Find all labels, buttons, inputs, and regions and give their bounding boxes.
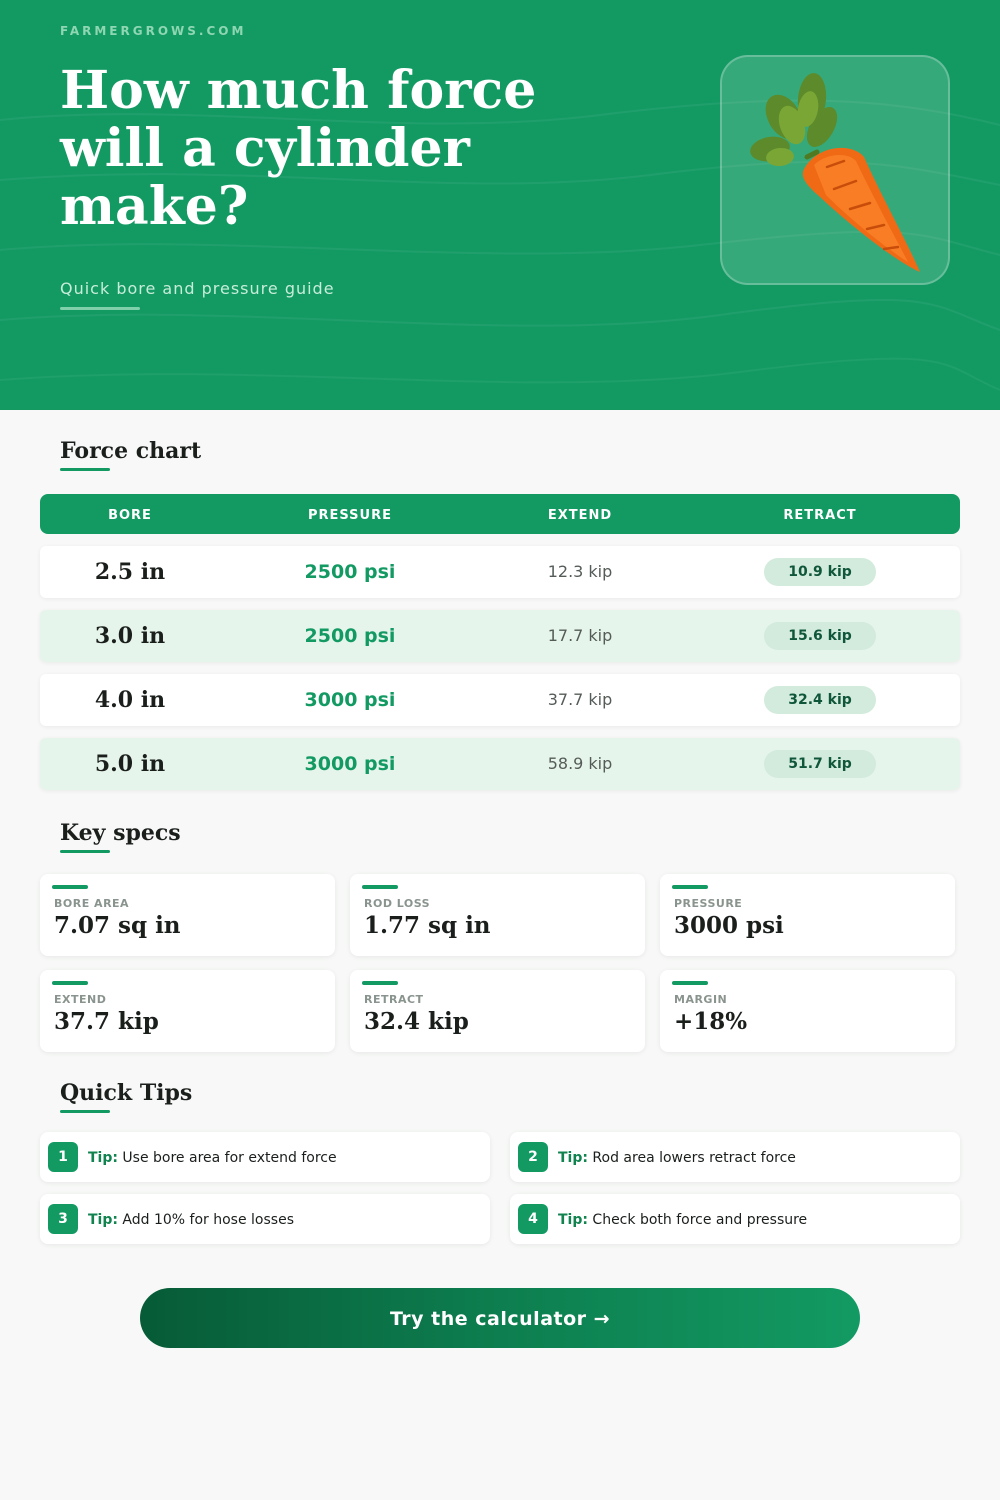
extend-cell: 17.7 kip <box>547 626 613 645</box>
tip-card <box>510 1194 960 1244</box>
extend-cell: 12.3 kip <box>547 562 613 581</box>
spec-label: BORE AREA <box>54 897 130 910</box>
tip-body: Check both force and pressure <box>592 1212 808 1228</box>
spec-value: +18% <box>674 1008 748 1035</box>
spec-value: 7.07 sq in <box>54 912 181 939</box>
subtitle-underline <box>60 307 140 310</box>
spec-accent-bar <box>672 885 708 889</box>
bore-cell: 2.5 in <box>94 559 166 585</box>
extend-cell: 58.9 kip <box>547 754 613 773</box>
spec-card-retract <box>350 970 645 1052</box>
tip-card <box>40 1194 490 1244</box>
spec-card-pressure <box>660 874 955 956</box>
column-header-extend: EXTEND <box>547 508 613 523</box>
tip-body: Use bore area for extend force <box>122 1150 337 1166</box>
tip-number-badge: 1 <box>48 1142 78 1172</box>
bore-cell: 4.0 in <box>94 687 166 713</box>
quick-tips-heading-bar <box>60 1110 110 1113</box>
table-row <box>40 674 960 726</box>
table-header <box>40 494 960 534</box>
force-chart-heading-bar <box>60 468 110 471</box>
tip-text <box>558 1194 807 1244</box>
spec-card-bore-area <box>40 874 335 956</box>
retract-badge: 15.6 kip <box>764 622 876 650</box>
tip-prefix: Tip: <box>88 1212 118 1228</box>
spec-card-margin <box>660 970 955 1052</box>
extend-cell: 37.7 kip <box>547 690 613 709</box>
spec-card-extend <box>40 970 335 1052</box>
pressure-cell: 2500 psi <box>304 561 396 583</box>
retract-badge: 32.4 kip <box>764 686 876 714</box>
tip-number-badge: 3 <box>48 1204 78 1234</box>
tip-prefix: Tip: <box>558 1212 588 1228</box>
tip-body: Add 10% for hose losses <box>122 1212 294 1228</box>
tip-number-badge: 2 <box>518 1142 548 1172</box>
page-title: How much force will a cylinder make? <box>60 60 537 237</box>
try-calculator-button[interactable]: Try the calculator → <box>140 1288 860 1348</box>
spec-label: MARGIN <box>674 993 728 1006</box>
key-specs-heading-bar <box>60 850 110 853</box>
pressure-cell: 3000 psi <box>304 753 396 775</box>
spec-value: 3000 psi <box>674 912 784 939</box>
spec-label: ROD LOSS <box>364 897 431 910</box>
spec-card-rod-loss <box>350 874 645 956</box>
key-specs-heading: Key specs <box>60 820 181 846</box>
column-header-retract: RETRACT <box>783 508 857 523</box>
pressure-cell: 3000 psi <box>304 689 396 711</box>
hero-icon-card <box>720 55 950 285</box>
tip-text <box>558 1132 796 1182</box>
carrot-icon <box>722 57 952 287</box>
spec-accent-bar <box>672 981 708 985</box>
table-row <box>40 738 960 790</box>
spec-value: 1.77 sq in <box>364 912 491 939</box>
pressure-cell: 2500 psi <box>304 625 396 647</box>
page-subtitle: Quick bore and pressure guide <box>60 279 335 298</box>
bore-cell: 5.0 in <box>94 751 166 777</box>
column-header-pressure: PRESSURE <box>307 508 392 523</box>
tip-text <box>88 1194 294 1244</box>
tip-card <box>510 1132 960 1182</box>
tip-text <box>88 1132 337 1182</box>
spec-value: 32.4 kip <box>364 1008 469 1035</box>
tip-body: Rod area lowers retract force <box>592 1150 796 1166</box>
site-name: FARMERGROWS.COM <box>60 24 247 38</box>
retract-badge: 10.9 kip <box>764 558 876 586</box>
table-row <box>40 610 960 662</box>
tip-number-badge: 4 <box>518 1204 548 1234</box>
table-row <box>40 546 960 598</box>
quick-tips-heading: Quick Tips <box>60 1080 193 1106</box>
force-chart-heading: Force chart <box>60 438 202 464</box>
hero-banner <box>0 0 1000 410</box>
tip-card <box>40 1132 490 1182</box>
column-header-bore: BORE <box>108 508 152 523</box>
spec-label: PRESSURE <box>674 897 743 910</box>
spec-accent-bar <box>52 885 88 889</box>
spec-accent-bar <box>362 981 398 985</box>
spec-accent-bar <box>52 981 88 985</box>
tip-prefix: Tip: <box>88 1150 118 1166</box>
tip-prefix: Tip: <box>558 1150 588 1166</box>
bore-cell: 3.0 in <box>94 623 166 649</box>
spec-accent-bar <box>362 885 398 889</box>
retract-badge: 51.7 kip <box>764 750 876 778</box>
spec-label: EXTEND <box>54 993 107 1006</box>
spec-label: RETRACT <box>364 993 424 1006</box>
spec-value: 37.7 kip <box>54 1008 159 1035</box>
